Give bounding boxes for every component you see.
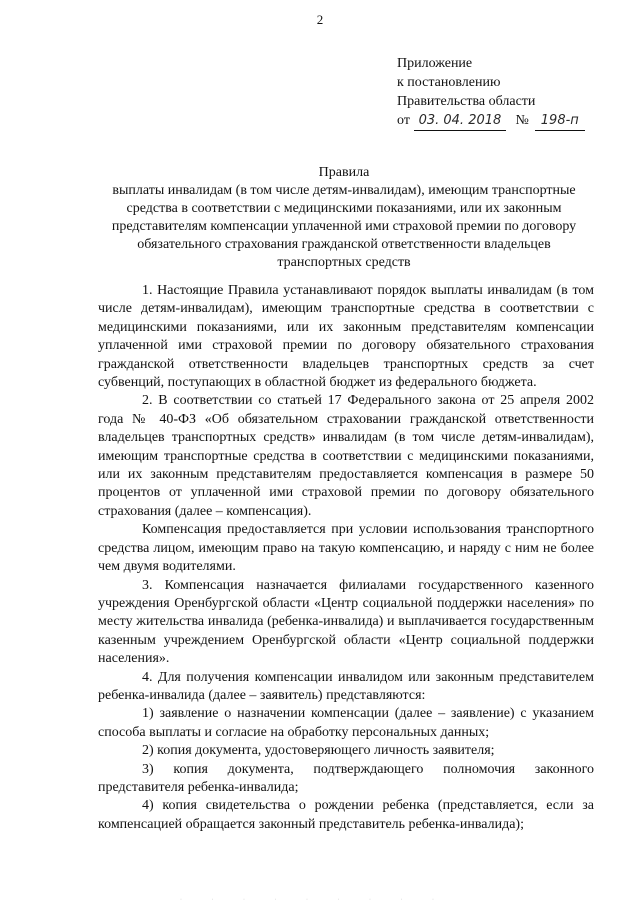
list-item-1: 1) заявление о назначении компенсации (далее – заявление) с указанием способа выплаты и согласие на обработку персональных данных; (98, 706, 594, 740)
handwritten-date: 03. 04. 2018 (414, 111, 506, 131)
list-item-2: 2) копия документа, удостоверяющего личность заявителя; (142, 743, 495, 759)
paragraph-3: 3. Компенсация назначается филиалами государственного казенного учреждения Оренбургской области «Центр социальной поддержки населения» по месту жительства инвалида (ребенка-инвалида) и выплачивается государственным казенным учреждением Оренбургской области «Центр социальной поддержки населения». (98, 577, 594, 667)
document-title (94, 164, 594, 272)
appendix-line-1: Приложение (397, 56, 473, 71)
title-heading: Правила (318, 165, 370, 180)
scan-artifact-marks: · · · · · · · · · (180, 897, 448, 903)
page-number: 2 (316, 12, 324, 27)
number-prefix: № (515, 113, 529, 128)
appendix-date-line (397, 111, 585, 131)
appendix-line-2: к постановлению (397, 75, 501, 90)
list-item-3: 3) копия документа, подтверждающего полномочия законного представителя ребенка-инвалида; (98, 761, 594, 795)
document-body (98, 282, 594, 834)
date-prefix: от (397, 113, 410, 128)
paragraph-2: 2. В соответствии со статьей 17 Федерального закона от 25 апреля 2002 года № 40-ФЗ «Об обязательном страховании гражданской ответственности владельцев транспортных средств» инвалидам (в том числе детям-инвалидам), имеющим транспортные средства в соответствии с медицинскими показаниями, или их законным представителям предоставляется компенсация в размере 50 процентов от уплаченной ими страховой премии по договору обязательного страхования (далее – компенсация). (98, 393, 594, 519)
title-subtitle: выплаты инвалидам (в том числе детям-инвалидам), имеющим транспортные средства в соответствии с медицинскими показаниями, или их законным представителям компенсации уплаченной ими страховой премии по договору обязательного страхования гражданской ответственности владельцев транспортных средств (111, 183, 577, 270)
paragraph-1: 1. Настоящие Правила устанавливают порядок выплаты инвалидам (в том числе детям-инвалидам), имеющим транспортные средства в соответствии с медицинскими показаниями, или их законным представителям компенсации уплаченной ими страховой премии по договору обязательного страхования гражданской ответственности владельцев транспортных средств за счет субвенций, поступающих в областной бюджет из федерального бюджета. (98, 283, 594, 391)
handwritten-number: 198-п (535, 111, 585, 131)
appendix-line-3: Правительства области (397, 94, 536, 109)
appendix-block (397, 54, 585, 131)
paragraph-4: 4. Для получения компенсации инвалидом или законным представителем ребенка-инвалида (далее – заявитель) представляются: (98, 669, 594, 703)
paragraph-compensation-condition: Компенсация предоставляется при условии использования транспортного средства лицом, имеющим право на такую компенсацию, и наряду с ним не более чем двумя водителями. (98, 522, 594, 575)
list-item-4: 4) копия свидетельства о рождении ребенка (представляется, если за компенсацией обращается законный представитель ребенка-инвалида); (98, 798, 594, 832)
